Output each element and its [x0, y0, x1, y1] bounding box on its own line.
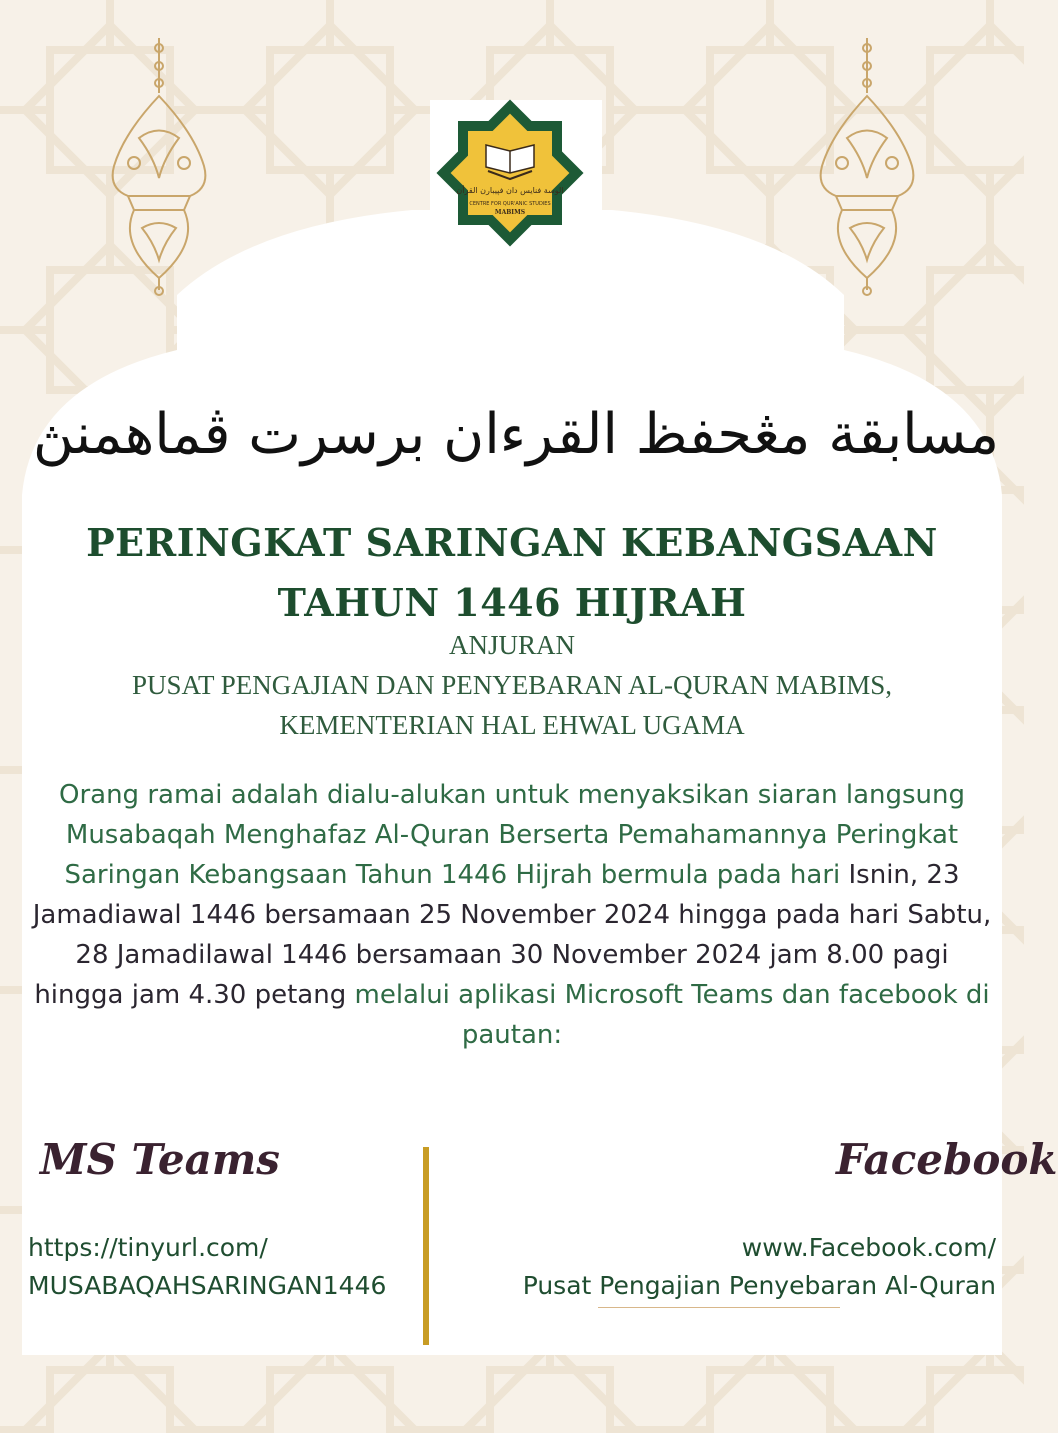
arabic-calligraphy-title: [32, 375, 1000, 485]
logo-org-code: MABIMS: [494, 209, 526, 216]
announcement-dates: Isnin, 23 Jamadiawal 1446 bersamaan 25 November 2024 hingga pada hari Sabtu, 28 Jamadilawal 1446 bersamaan 30 November 2024 jam 8.00 pagi hingga jam 4.30 petang: [32, 860, 992, 1010]
facebook-link-line2[interactable]: Pusat Pengajian Penyebaran Al-Quran: [522, 1271, 996, 1300]
ms-teams-link-line1[interactable]: https://tinyurl.com/: [28, 1233, 268, 1262]
announcement-intro: Orang ramai adalah dialu-alukan untuk menyaksikan siaran langsung Musabaqah Menghafaz Al-Quran Berserta Pemahamannya Peringkat Saringan Kebangsaan Tahun 1446 Hijrah bermula pada hari: [58, 780, 965, 890]
announcement-text: [30, 775, 994, 1055]
facebook-link-underline: [598, 1307, 840, 1308]
ms-teams-heading: MS Teams: [40, 1135, 280, 1184]
organizer-name-line1: PUSAT PENGAJIAN DAN PENYEBARAN AL-QURAN MABIMS,: [131, 670, 893, 700]
facebook-link[interactable]: [430, 1229, 996, 1305]
organizer-name-line2: KEMENTERIAN HAL EHWAL UGAMA: [279, 710, 745, 740]
ms-teams-link-line2[interactable]: MUSABAQAHSARINGAN1446: [28, 1271, 387, 1300]
page-title-line2: TAHUN 1446 HIJRAH: [277, 580, 747, 625]
facebook-heading: Facebook: [836, 1135, 1058, 1184]
right-lantern-icon: [812, 38, 922, 296]
facebook-link-line1[interactable]: www.Facebook.com/: [741, 1233, 996, 1262]
gold-divider: [423, 1147, 429, 1345]
left-lantern-icon: [104, 38, 214, 296]
page-title-line1: PERINGKAT SARINGAN KEBANGSAAN: [86, 520, 938, 565]
announcement-platforms: melalui aplikasi Microsoft Teams dan facebook di pautan:: [346, 980, 990, 1050]
mabims-logo: [430, 97, 590, 249]
organizer-label: ANJURAN: [448, 630, 575, 660]
ms-teams-link[interactable]: [28, 1229, 386, 1305]
arabic-title-text: مسابقة مڠحفظ القرءان برسرت ڤماهمنڽ: [32, 402, 1000, 467]
logo-arabic-text: الوسة فنايس دان فپيبارن القرأن: [456, 186, 564, 195]
logo-english-text: CENTRE FOR QUR'ANIC STUDIES: [469, 201, 551, 207]
